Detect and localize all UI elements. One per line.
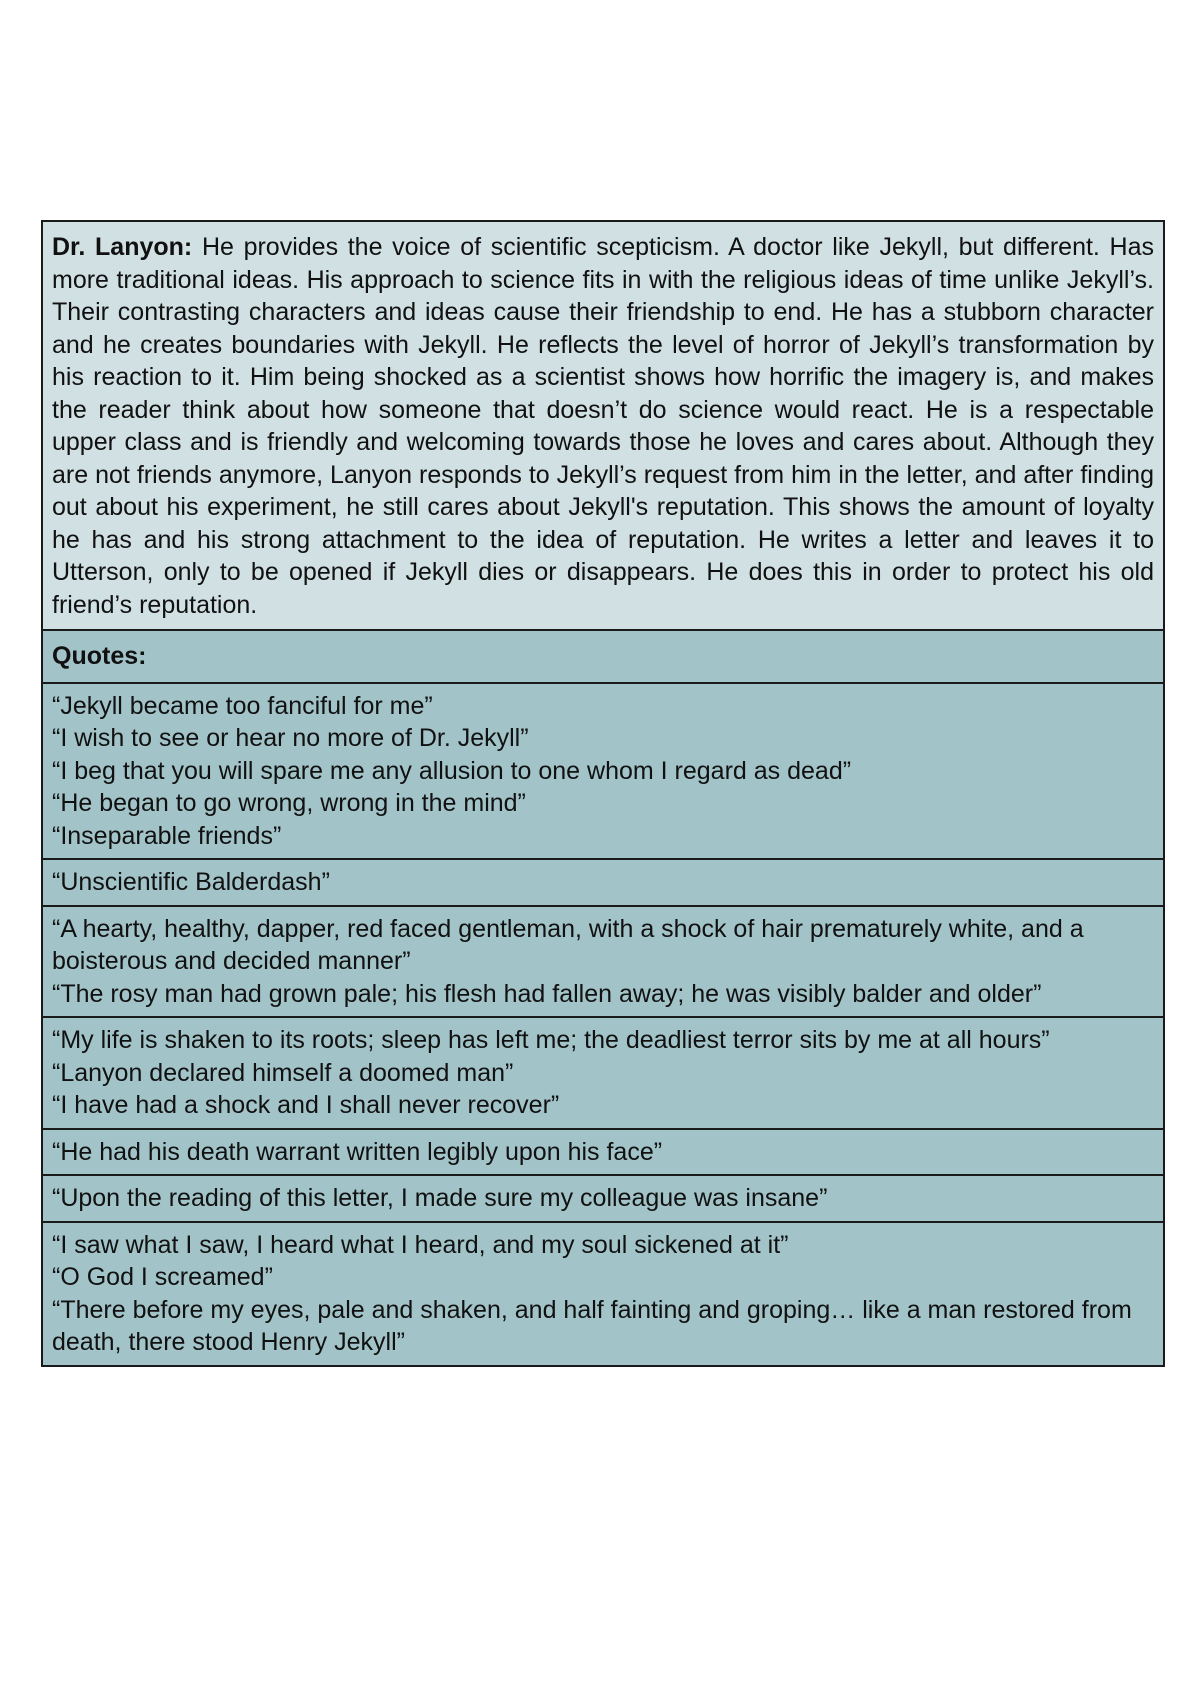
character-table: [41, 220, 1165, 1367]
quote-line: “Unscientific Balderdash”: [52, 868, 330, 896]
quote-line: “I have had a shock and I shall never recover”: [52, 1091, 560, 1119]
quote-line: “Lanyon declared himself a doomed man”: [52, 1058, 514, 1087]
quote-line: “I beg that you will spare me any allusion to one whom I regard as dead”: [52, 756, 852, 785]
quote-line: “I wish to see or hear no more of Dr. Jekyll”: [52, 724, 529, 752]
quote-group: [43, 1223, 1163, 1365]
quotes-heading: Quotes:: [52, 642, 147, 670]
quote-line: “My life is shaken to its roots; sleep has left me; the deadliest terror sits by me at all hours”: [52, 1026, 1050, 1054]
quote-line: “He had his death warrant written legibly upon his face”: [52, 1137, 663, 1166]
quote-group: [43, 907, 1163, 1019]
quote-group: [43, 1130, 1163, 1177]
quote-line: “Upon the reading of this letter, I made sure my colleague was insane”: [52, 1184, 828, 1212]
quote-line: “A hearty, healthy, dapper, red faced gentleman, with a shock of hair prematurely white, and a boisterous and decided manner”: [52, 914, 1084, 975]
quote-line: “He began to go wrong, wrong in the mind”: [52, 789, 526, 817]
character-description: He provides the voice of scientific scepticism. A doctor like Jekyll, but different. Has more traditional ideas. His approach to science fits in with the religious ideas of time unlike Jekyll’s. Their contrasting characters and ideas cause their friendship to end. He has a stubborn character and he creates boundaries with Jekyll. He reflects the level of horror of Jekyll’s transformation by his reaction to it. Him being shocked as a scientist shows how horrific the imagery is, and makes the reader think about how someone that doesn’t do science would react. He is a respectable upper class and is friendly and welcoming towards those he loves and cares about. Although they are not friends anymore, Lanyon responds to Jekyll’s request from him in the letter, and after finding out about his experiment, he still cares about Jekyll's reputation. This shows the amount of loyalty he has and his strong attachment to the idea of reputation. He writes a letter and leaves it to Utterson, only to be opened if Jekyll dies or disappears. He does this in order to protect his old friend’s reputation.: [52, 233, 1155, 619]
quote-group: [43, 1176, 1163, 1223]
character-description-cell: [43, 222, 1163, 631]
quote-line: “Inseparable friends”: [52, 821, 282, 850]
quote-line: “There before my eyes, pale and shaken, and half fainting and groping… like a man restored from death, there stood Henry Jekyll”: [52, 1295, 1132, 1356]
quote-line: “I saw what I saw, I heard what I heard, and my soul sickened at it”: [52, 1230, 789, 1259]
quote-line: “Jekyll became too fanciful for me”: [52, 691, 433, 720]
quote-group: [43, 1018, 1163, 1130]
quote-group: [43, 860, 1163, 907]
quote-line: “The rosy man had grown pale; his flesh had fallen away; he was visibly balder and older”: [52, 979, 1042, 1008]
quote-line: “O God I screamed”: [52, 1263, 273, 1291]
character-name: Dr. Lanyon:: [52, 233, 193, 261]
quote-group: [43, 684, 1163, 861]
quotes-heading-cell: [43, 631, 1163, 684]
